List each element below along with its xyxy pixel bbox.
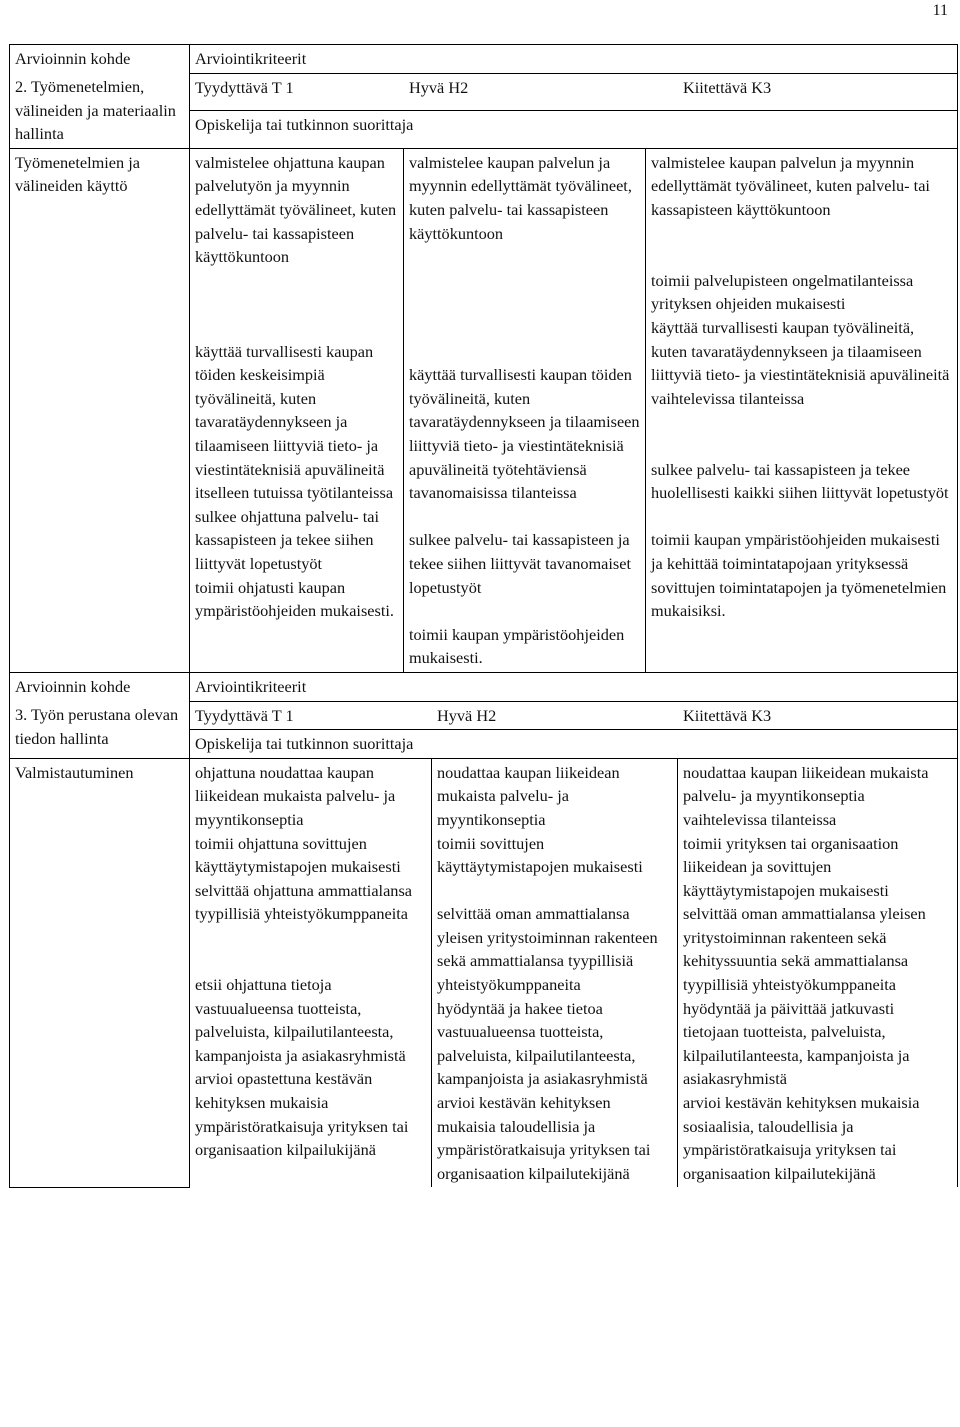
criteria-table	[9, 44, 958, 1188]
level-h2: Hyvä H2	[437, 705, 497, 725]
section3-performer: Opiskelija tai tutkinnon suorittaja	[190, 730, 958, 759]
criterion-item: hyödyntää ja hakee tietoa vastuualueensa tuotteista, palveluista, kilpailutilanteesta, kampanjoista ja asiakasryhmistä	[437, 998, 648, 1089]
criterion-item: toimii kaupan ympäristöohjeiden mukaisesti ja kehittää toimintatapojaan yrityksessä sovittujen toimintatapojen ja työmenetelmien mukaisiksi.	[651, 530, 947, 621]
section2-levels	[190, 73, 958, 111]
section3-k3-cell	[678, 759, 957, 1188]
criterion-item: sulkee palvelu- tai kassapisteen ja tekee siihen liittyvät tavanomaiset lopetustyöt	[409, 530, 631, 597]
section3-level-row	[10, 701, 958, 730]
criterion-item: etsii ohjattuna tietoja vastuualueensa tuotteista, palveluista, kilpailutilanteesta, kampanjoista ja asiakasryhmistä	[195, 975, 406, 1065]
section2-target-name: 2. Työmenetelmien, välineiden ja materiaalin hallinta	[10, 73, 190, 148]
criterion-item: toimii palvelupisteen ongelmatilanteissa yrityksen ohjeiden mukaisesti	[651, 270, 914, 314]
criterion-item: hyödyntää ja päivittää jatkuvasti tietojaan tuotteista, palveluista, kilpailutilanteesta, kampanjoista ja asiakasryhmistä	[683, 998, 910, 1089]
section3-target-label: Arvioinnin kohde	[10, 672, 190, 701]
level-t1: Tyydyttävä T 1	[195, 77, 294, 97]
section2-row-label: Työmenetelmien ja välineiden käyttö	[10, 148, 190, 672]
criterion-item: sulkee palvelu- tai kassapisteen ja tekee huolellisesti kaikki siihen liittyvät lopetustyöt	[651, 459, 949, 503]
level-k3: Kiitettävä K3	[683, 705, 772, 725]
criterion-item: toimii ohjatusti kaupan ympäristöohjeiden mukaisesti.	[195, 577, 394, 621]
criterion-item: toimii kaupan ympäristöohjeiden mukaisesti.	[409, 624, 625, 668]
criterion-item: selvittää oman ammattialansa yleisen yritystoiminnan rakenteen sekä ammattialansa tyypillisiä yhteistyökumppaneita	[437, 904, 658, 995]
criterion-item: noudattaa kaupan liikeidean mukaista palvelu- ja myyntikonseptia vaihtelevissa tilanteissa	[683, 762, 929, 829]
section2-header-row	[10, 45, 958, 74]
page-number: 11	[932, 2, 948, 19]
level-h2: Hyvä H2	[409, 77, 469, 97]
level-t1: Tyydyttävä T 1	[195, 705, 294, 725]
section2-h2-cell	[404, 148, 646, 672]
section2-body-row	[10, 148, 958, 672]
level-k3: Kiitettävä K3	[683, 77, 772, 97]
criterion-item: selvittää oman ammattialansa yleisen yritystoiminnan rakenteen sekä kehityssuuntia sekä ammattialansa tyypillisiä yhteistyökumppaneita	[683, 904, 926, 995]
criterion-item: toimii yrityksen tai organisaation liikeidean ja sovittujen käyttäytymistapojen mukaisesti	[683, 833, 899, 900]
section2-target-label: Arvioinnin kohde	[10, 45, 190, 74]
section3-h2-cell	[432, 759, 678, 1188]
criterion-item: valmistelee ohjattuna kaupan palvelutyön ja myynnin edellyttämät työvälineet, kuten palvelu- tai kassapisteen käyttökuntoon	[195, 152, 397, 267]
criterion-item: sulkee ohjattuna palvelu- tai kassapisteen ja tekee siihen liittyvät lopetustyöt	[195, 506, 380, 573]
criterion-item: arvioi kestävän kehityksen mukaisia sosiaalisia, taloudellisia ja ympäristöratkaisuja yrityksen tai organisaation kilpailutekijänä	[683, 1093, 920, 1183]
section3-t1-cell	[190, 759, 432, 1188]
criterion-item: selvittää ohjattuna ammattialansa tyypillisiä yhteistyökumppaneita	[195, 880, 413, 924]
section3-levels	[190, 701, 958, 730]
section3-body-row	[10, 758, 958, 1187]
criterion-item: valmistelee kaupan palvelun ja myynnin edellyttämät työvälineet, kuten palvelu- tai kassapisteen käyttökuntoon	[409, 152, 632, 243]
section3-criteria-label: Arviointikriteerit	[190, 672, 958, 701]
section3-target-name: 3. Työn perustana olevan tiedon hallinta	[10, 701, 190, 758]
criterion-item: käyttää turvallisesti kaupan töiden työvälineitä, kuten tavaratäydennykseen ja tilaamiseen liittyviä tieto- ja viestintäteknisiä apuvälineitä työtehtäviensä tavanomaisissa tilanteissa	[409, 365, 640, 503]
section2-t1-cell	[190, 148, 404, 672]
criterion-item: ohjattuna noudattaa kaupan liikeidean mukaista palvelu- ja myyntikonseptia	[195, 762, 396, 829]
criterion-item: arvioi kestävän kehityksen mukaisia taloudellisia ja ympäristöratkaisuja yrityksen tai organisaation kilpailutekijänä	[437, 1093, 651, 1183]
criterion-item: arvioi opastettuna kestävän kehityksen mukaisia ympäristöratkaisuja yrityksen tai organisaation kilpailukijänä	[195, 1069, 409, 1160]
section2-level-row	[10, 73, 958, 111]
section2-k3-cell	[646, 148, 958, 672]
section2-performer: Opiskelija tai tutkinnon suorittaja	[190, 111, 958, 149]
section3-header-row	[10, 672, 958, 701]
criterion-item: käyttää turvallisesti kaupan töiden keskeisimpiä työvälineitä, kuten tavaratäydennykseen ja tilaamiseen liittyviä tieto- ja viestintäteknisiä apuvälineitä itselleen tutuissa työtilanteissa	[195, 341, 394, 503]
criterion-item: valmistelee kaupan palvelun ja myynnin edellyttämät työvälineet, kuten palvelu- tai kassapisteen käyttökuntoon	[651, 152, 930, 220]
criterion-item: toimii ohjattuna sovittujen käyttäytymistapojen mukaisesti	[195, 833, 401, 877]
criterion-item: toimii sovittujen käyttäytymistapojen mukaisesti	[437, 833, 643, 877]
section3-row-label: Valmistautuminen	[10, 758, 190, 1187]
section2-criteria-label: Arviointikriteerit	[190, 45, 958, 74]
criterion-item: käyttää turvallisesti kaupan työvälineitä, kuten tavaratäydennykseen ja tilaamiseen liittyviä tieto- ja viestintäteknisiä apuvälineitä vaihtelevissa tilanteissa	[651, 318, 950, 408]
criterion-item: noudattaa kaupan liikeidean mukaista palvelu- ja myyntikonseptia	[437, 762, 620, 829]
